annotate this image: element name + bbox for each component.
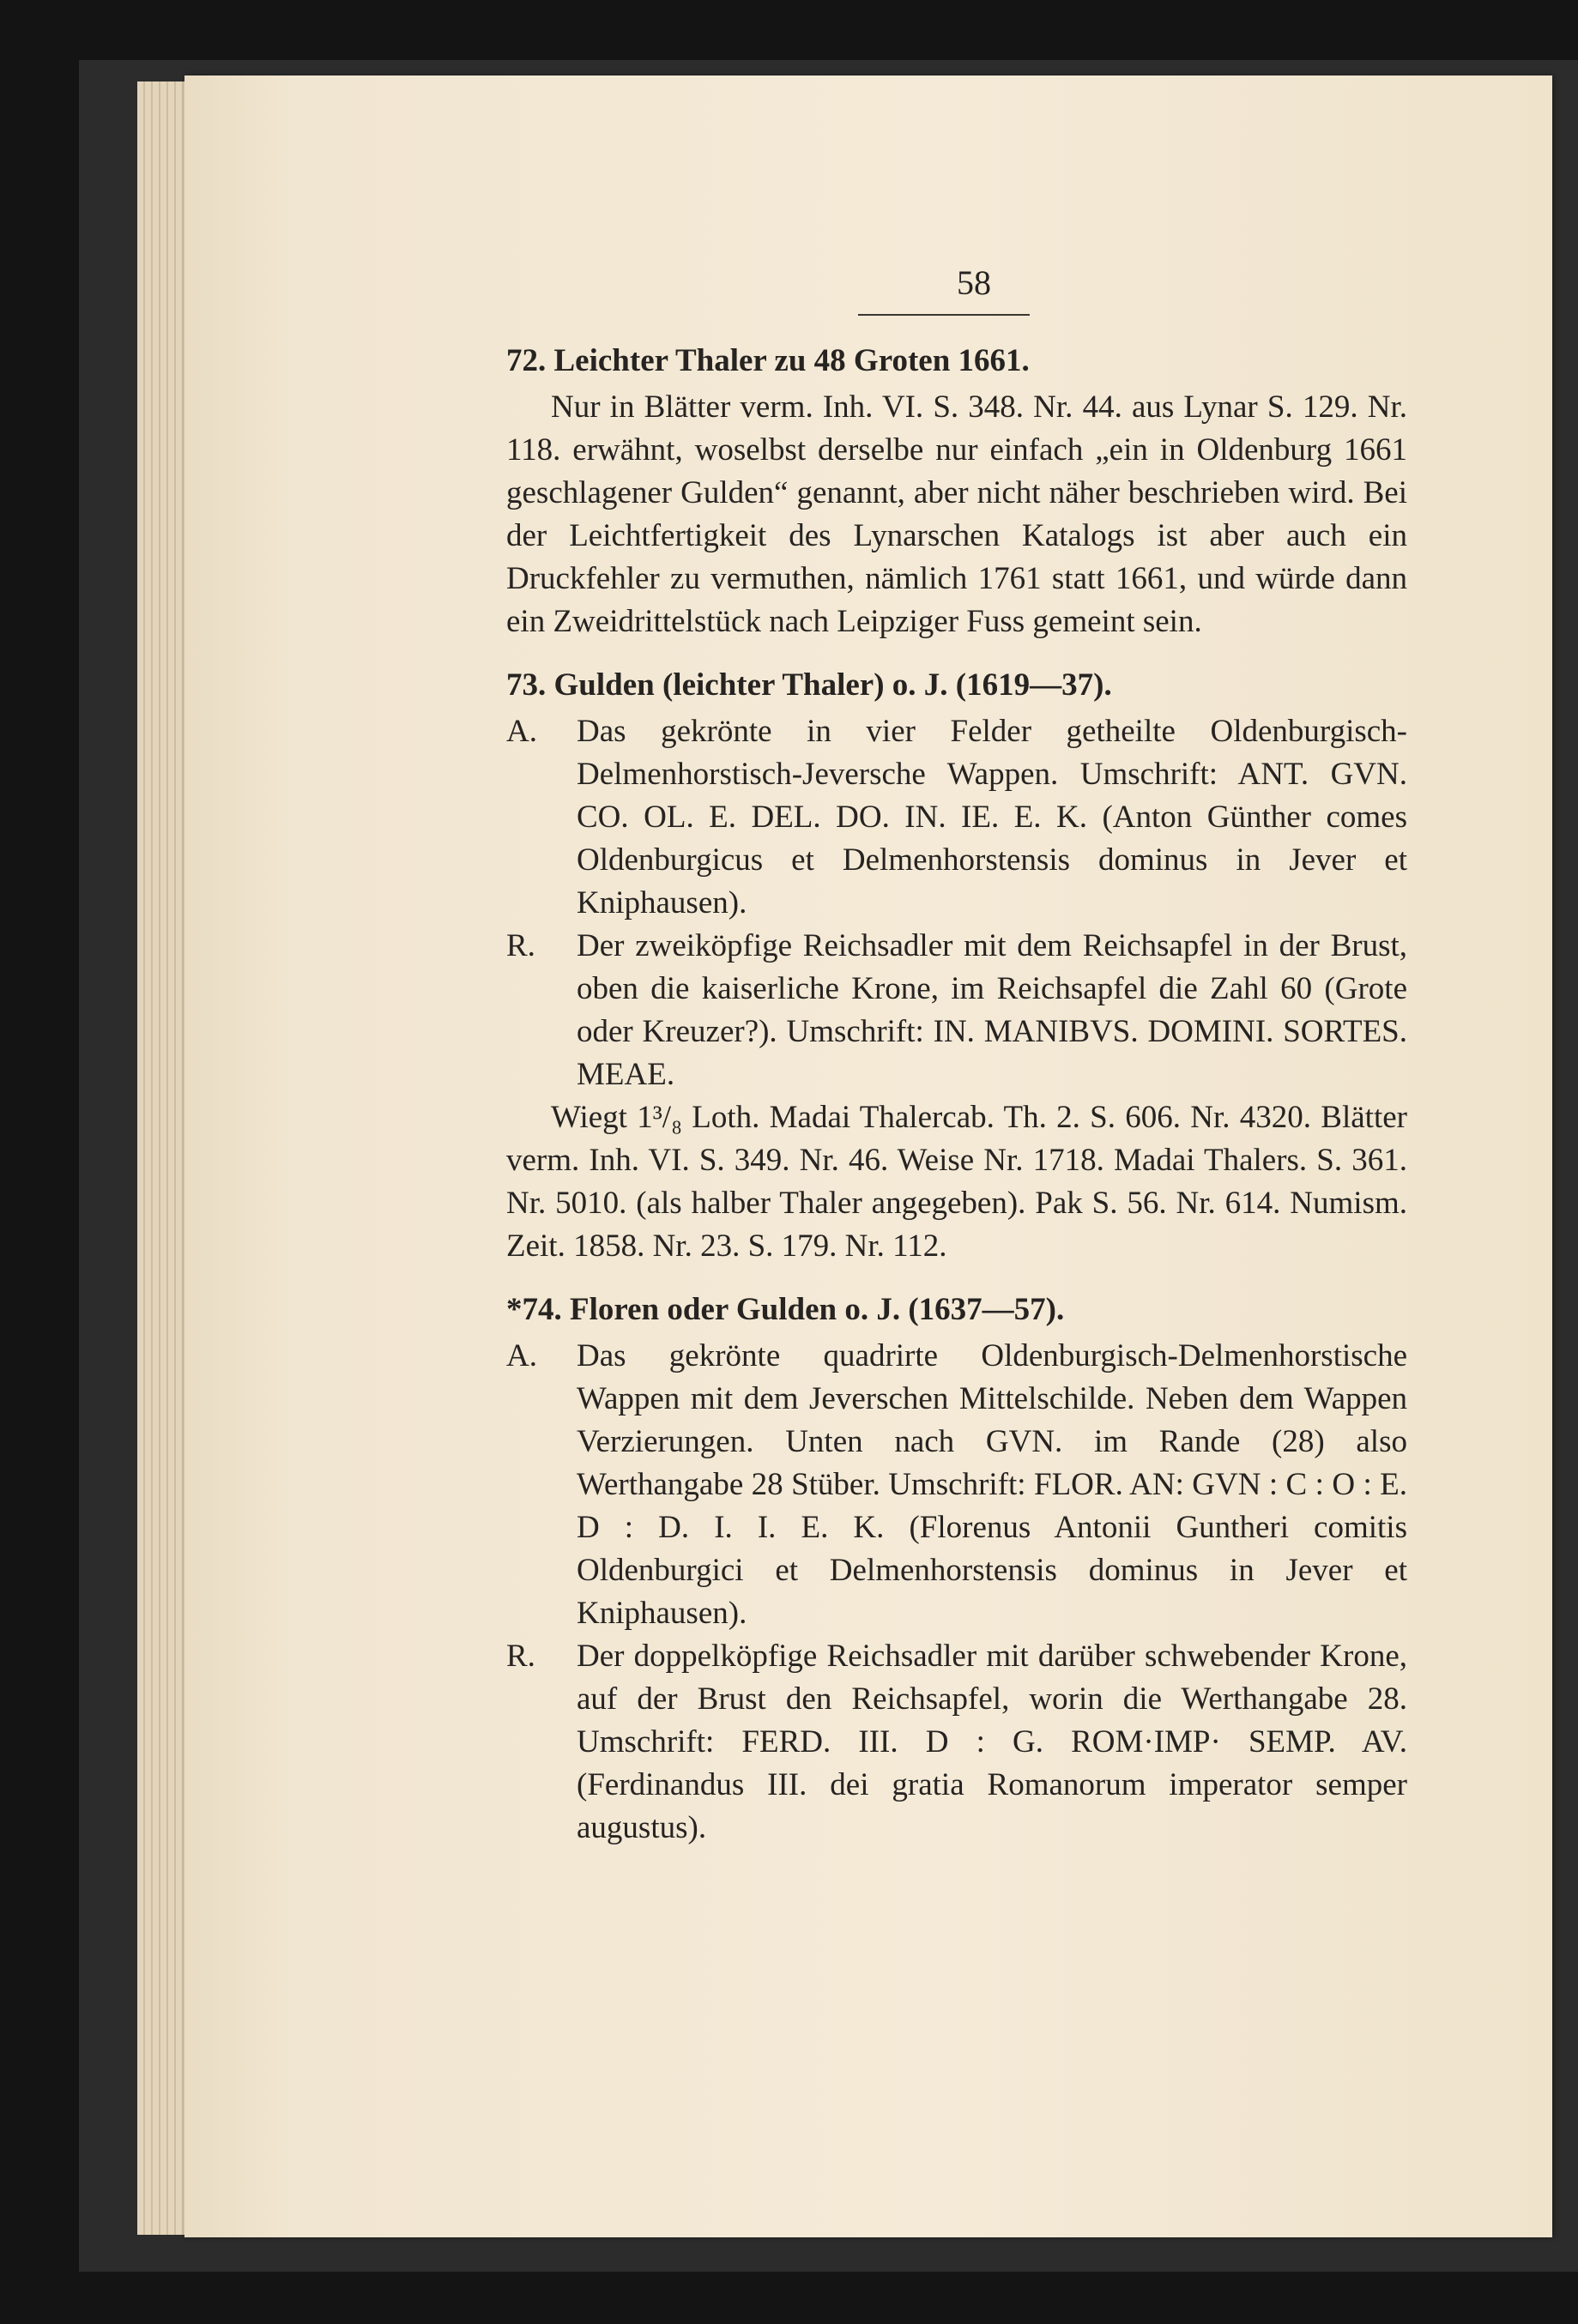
reverse-label: R. bbox=[506, 1639, 535, 1674]
page-number-rule bbox=[858, 314, 1030, 316]
entry-heading: 72. Leichter Thaler zu 48 Groten 1661. bbox=[506, 343, 1030, 378]
reverse-label: R. bbox=[506, 928, 535, 963]
obverse-text: Das gekrönte in vier Felder getheilte Oldenburgisch-Delmenhorstisch-Jeversche Wappen. Umschrift: ANT. GVN. CO. OL. E. DEL. DO. IN. IE. E. K. (Anton Günther comes Oldenburgicus et Delmenhorstensis dominus in Jever et Kniphausen). bbox=[577, 714, 1407, 921]
entry-72 bbox=[506, 340, 1407, 643]
reverse-description bbox=[506, 925, 1407, 1096]
entry-73 bbox=[506, 664, 1407, 1268]
spacer bbox=[506, 1268, 1407, 1280]
obverse-description bbox=[506, 1335, 1407, 1635]
obverse-text: Das gekrönte quadrirte Oldenburgisch-Delmenhorstische Wappen mit dem Jeverschen Mittelschilde. Neben dem Wappen Verzierungen. Unten nach GVN. im Rande (28) also Werthangabe 28 Stüber. Umschrift: FLOR. AN: GVN : C : O : E. D : D. I. I. E. K. (Florenus Antonii Guntheri comitis Oldenburgici et Delmenhorstensis dominus in Jever et Kniphausen). bbox=[577, 1338, 1407, 1631]
obverse-description bbox=[506, 710, 1407, 925]
weight-and-references: Wiegt 1³/₈ Loth. Madai Thalercab. Th. 2. S. 606. Nr. 4320. Blätter verm. Inh. VI. S. 349. Nr. 46. Weise Nr. 1718. Madai Thalers. S. 361. Nr. 5010. (als halber Thaler angegeben). Pak S. 56. Nr. 614. Numism. Zeit. 1858. Nr. 23. S. 179. Nr. 112. bbox=[506, 1100, 1407, 1264]
reverse-text: Der doppelköpfige Reichsadler mit darüber schwebender Krone, auf der Brust den Reichsapfel, worin die Werthangabe 28. Umschrift: FERD. III. D : G. ROM·IMP· SEMP. AV. (Ferdinandus III. dei gratia Romanorum imperator semper augustus). bbox=[577, 1639, 1407, 1845]
page-number: 58 bbox=[957, 263, 991, 302]
entry-74 bbox=[506, 1289, 1407, 1850]
obverse-label: A. bbox=[506, 1338, 537, 1373]
reverse-description bbox=[506, 1635, 1407, 1850]
reverse-text: Der zweiköpfige Reichsadler mit dem Reichsapfel in der Brust, oben die kaiserliche Krone, im Reichsapfel die Zahl 60 (Grote oder Kreuzer?). Umschrift: IN. MANIBVS. DOMINI. SORTES. MEAE. bbox=[577, 928, 1407, 1092]
entry-paragraph: Nur in Blätter verm. Inh. VI. S. 348. Nr. 44. aus Lynar S. 129. Nr. 118. erwähnt, woselbst derselbe nur einfach „ein in Oldenburg 1661 geschlagener Gulden“ genannt, aber nicht näher beschrieben wird. Bei der Leichtfertigkeit des Lynarschen Katalogs ist aber auch ein Druckfehler zu vermuthen, nämlich 1761 statt 1661, und würde dann ein Zweidrittelstück nach Leipziger Fuss gemeint sein. bbox=[506, 389, 1407, 639]
entry-heading: 73. Gulden (leichter Thaler) o. J. (1619—37). bbox=[506, 667, 1112, 703]
spacer bbox=[506, 643, 1407, 655]
page-text bbox=[506, 257, 1407, 1850]
obverse-label: A. bbox=[506, 714, 537, 749]
entry-heading: *74. Floren oder Gulden o. J. (1637—57). bbox=[506, 1292, 1065, 1327]
